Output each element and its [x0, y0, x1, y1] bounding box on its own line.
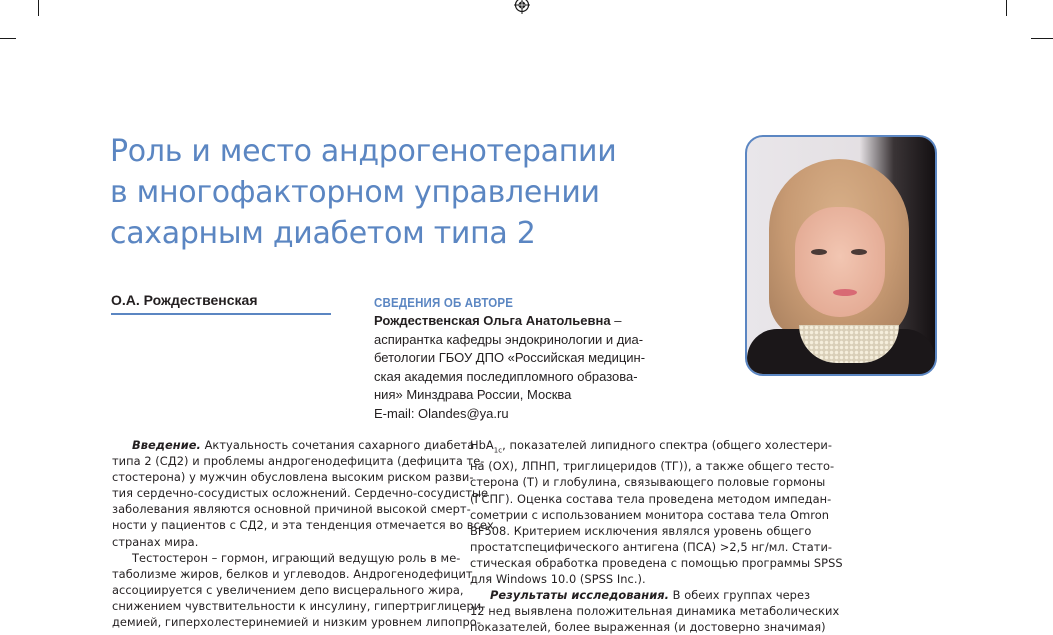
paragraph-methods [470, 437, 843, 587]
text-line: Тестостерон – гормон, играющий ведущую роль в ме- [132, 550, 461, 565]
author-email: E-mail: Olandes@ya.ru [374, 405, 509, 421]
author-name-line [374, 312, 674, 331]
title-line: в многофакторном управлении [110, 175, 600, 210]
text-line: на (ОХ), ЛПНП, триглицеридов (ТГ)), а также общего тесто- [470, 459, 835, 474]
text-line: показателей, более выраженная (и достоверно значимая) [470, 620, 826, 635]
text-line: странах мира. [112, 534, 199, 549]
photo-eye-left [811, 249, 827, 255]
crop-mark-top-left-vertical [38, 0, 39, 16]
text-line: таболизме жиров, белков и углеводов. Андрогенодефицит [112, 566, 473, 581]
crop-mark-top-left-horizontal [0, 38, 16, 39]
text-line [470, 437, 833, 458]
section-lead-results: Результаты исследования. [490, 588, 669, 603]
paragraph-results [470, 587, 840, 635]
text-line: BF508. Критерием исключения являлся уровень общего [470, 523, 812, 538]
text-line: ности у пациентов с СД2, и эта тенденция отмечается во всех [112, 518, 494, 533]
author-byline: О.А. Рождественская [111, 292, 331, 315]
paragraph-testosterone [112, 550, 486, 630]
text-line: ассоциируется с увеличением депо висцерального жира, [112, 582, 464, 597]
text-span: HbA [470, 438, 494, 452]
author-portrait-photo [745, 135, 937, 376]
text-line: типа 2 (СД2) и проблемы андрогенодефицита (дефицита те- [112, 454, 485, 469]
subscript: 1c [493, 446, 503, 455]
crop-mark-top-right-vertical [1006, 0, 1007, 16]
about-line: ская академия последипломного образова- [374, 368, 638, 384]
dash: – [610, 313, 622, 328]
about-author-heading: СВЕДЕНИЯ ОБ АВТОРЕ [374, 296, 514, 310]
about-author-block [374, 294, 674, 424]
text-line: стерона (Т) и глобулина, связывающего половые гормоны [470, 475, 826, 490]
text-line: заболевания являются основной причиной высокой смерт- [112, 502, 471, 517]
text-line: 12 нед выявлена положительная динамика метаболических [470, 604, 840, 619]
title-line: Роль и место андрогенотерапии [110, 134, 617, 169]
about-author-body [374, 312, 674, 424]
text-line: для Windows 10.0 (SPSS Inc.). [470, 572, 646, 587]
author-full-name: Рождественская Ольга Анатольевна [374, 313, 611, 328]
text-line: сометрии с использованием монитора состава тела Omron [470, 507, 830, 522]
text-line: тия сердечно-сосудистых осложнений. Сердечно-сосудистые [112, 486, 489, 501]
article-title [110, 131, 616, 254]
text-span: Актуальность сочетания сахарного диабета [200, 438, 475, 452]
text-line [470, 587, 810, 603]
text-span: , показателей липидного спектра (общего холестери- [502, 438, 833, 452]
text-line: (ГСПГ). Оценка состава тела проведена методом импедан- [470, 491, 832, 506]
photo-eye-right [851, 249, 867, 255]
about-line: бетологии ГБОУ ДПО «Российская медицин- [374, 350, 646, 366]
registration-target-icon [513, 0, 531, 15]
about-line: аспирантка кафедры эндокринологии и диа- [374, 331, 644, 347]
text-line: демией, гиперхолестеринемией и низким уровнем липопро- [112, 615, 481, 630]
section-lead-introduction: Введение. [132, 438, 201, 452]
text-line [112, 437, 475, 453]
about-line: ния» Минздрава России, Москва [374, 387, 572, 403]
text-span: В обеих группах через [668, 588, 811, 603]
photo-lips [833, 289, 857, 296]
text-line: стическая обработка проведена с помощью программы SPSS [470, 555, 843, 570]
text-line: стостерона) у мужчин обусловлена высоким риском разви- [112, 470, 474, 485]
body-column-2 [470, 437, 843, 635]
title-line: сахарным диабетом типа 2 [110, 216, 536, 251]
text-line: простатспецифического антигена (ПСА) >2,5 нг/мл. Стати- [470, 539, 833, 554]
crop-mark-top-right-horizontal [1031, 38, 1053, 39]
photo-face [795, 207, 885, 317]
text-line: снижением чувствительности к инсулину, гипертриглицери- [112, 598, 486, 613]
